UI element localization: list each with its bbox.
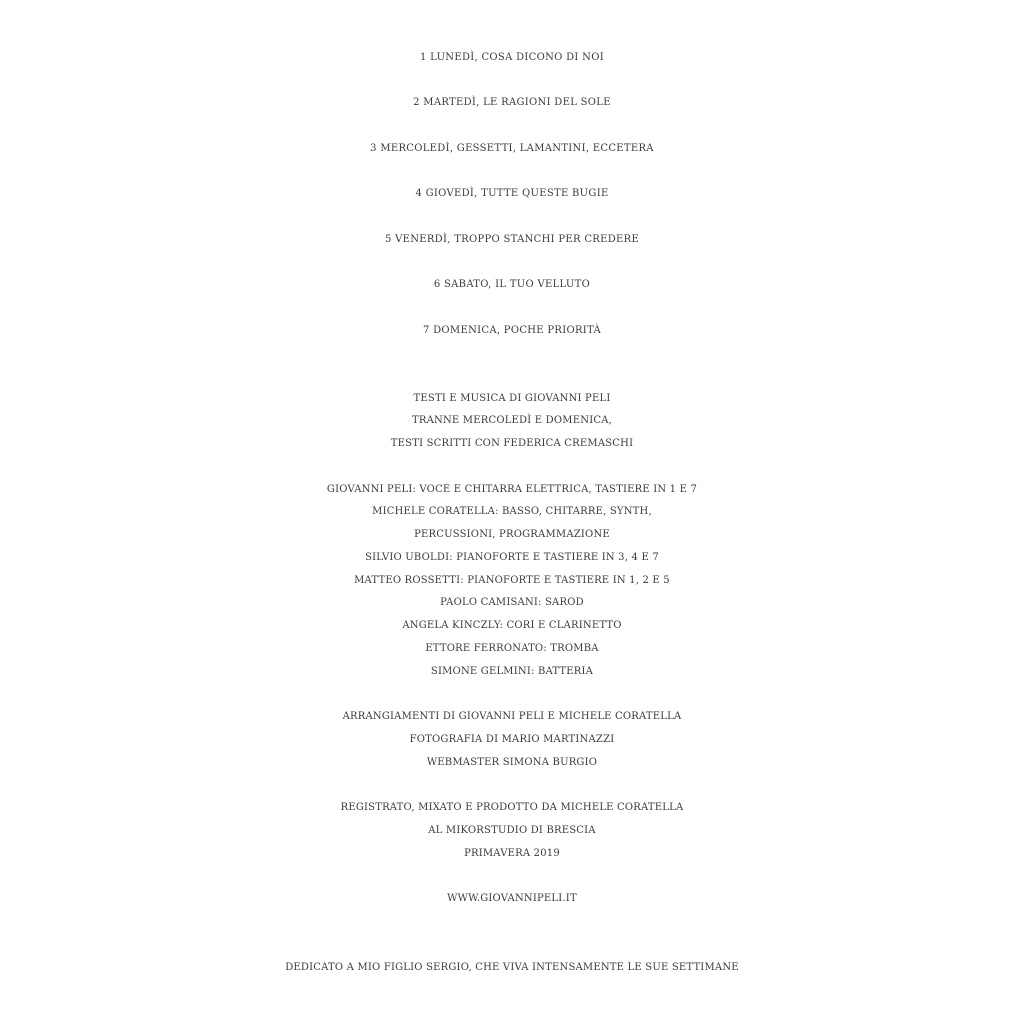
musician-line: MICHELE CORATELLA: BASSO, CHITARRE, SYNTH, (372, 506, 652, 517)
musician-line: ANGELA KINCZLY: CORI E CLARINETTO (402, 620, 622, 631)
musician-line: PAOLO CAMISANI: SAROD (440, 597, 584, 608)
writing-credit-line: TESTI E MUSICA DI GIOVANNI PELI (413, 393, 611, 404)
dedication: DEDICATO A MIO FIGLIO SERGIO, CHE VIVA INTENSAMENTE LE SUE SETTIMANE (285, 962, 739, 973)
track-4: 4 GIOVEDÌ, TUTTE QUESTE BUGIE (415, 188, 609, 199)
track-1: 1 LUNEDÌ, COSA DICONO DI NOI (420, 52, 604, 63)
website-link: WWW.GIOVANNIPELI.IT (447, 893, 577, 904)
production-credit-line: WEBMASTER SIMONA BURGIO (426, 757, 598, 768)
musician-line: GIOVANNI PELI: VOCE E CHITARRA ELETTRICA, TASTIERE IN 1 E 7 (326, 484, 698, 495)
track-5: 5 VENERDÌ, TROPPO STANCHI PER CREDERE (384, 234, 640, 245)
musician-line: SIMONE GELMINI: BATTERIA (430, 666, 594, 677)
recording-credit-line: REGISTRATO, MIXATO E PRODOTTO DA MICHELE CORATELLA (340, 802, 684, 813)
musician-line: PERCUSSIONI, PROGRAMMAZIONE (414, 529, 610, 540)
track-6: 6 SABATO, IL TUO VELLUTO (433, 279, 591, 290)
track-7: 7 DOMENICA, POCHE PRIORITÀ (422, 325, 602, 336)
recording-credit-line: PRIMAVERA 2019 (464, 848, 560, 859)
writing-credit-line: TRANNE MERCOLEDÌ E DOMENICA, (412, 415, 612, 426)
track-2: 2 MARTEDÌ, LE RAGIONI DEL SOLE (413, 97, 611, 108)
musician-line: ETTORE FERRONATO: TROMBA (425, 643, 599, 654)
musician-line: MATTEO ROSSETTI: PIANOFORTE E TASTIERE IN 1, 2 E 5 (354, 575, 670, 586)
production-credit-line: FOTOGRAFIA DI MARIO MARTINAZZI (409, 734, 615, 745)
musician-line: SILVIO UBOLDI: PIANOFORTE E TASTIERE IN 3, 4 E 7 (365, 552, 659, 563)
production-credit-line: ARRANGIAMENTI DI GIOVANNI PELI E MICHELE CORATELLA (342, 711, 682, 722)
track-3: 3 MERCOLEDÌ, GESSETTI, LAMANTINI, ECCETERA (370, 143, 654, 154)
recording-credit-line: AL MIKORSTUDIO DI BRESCIA (428, 825, 596, 836)
writing-credit-line: TESTI SCRITTI CON FEDERICA CREMASCHI (390, 438, 634, 449)
